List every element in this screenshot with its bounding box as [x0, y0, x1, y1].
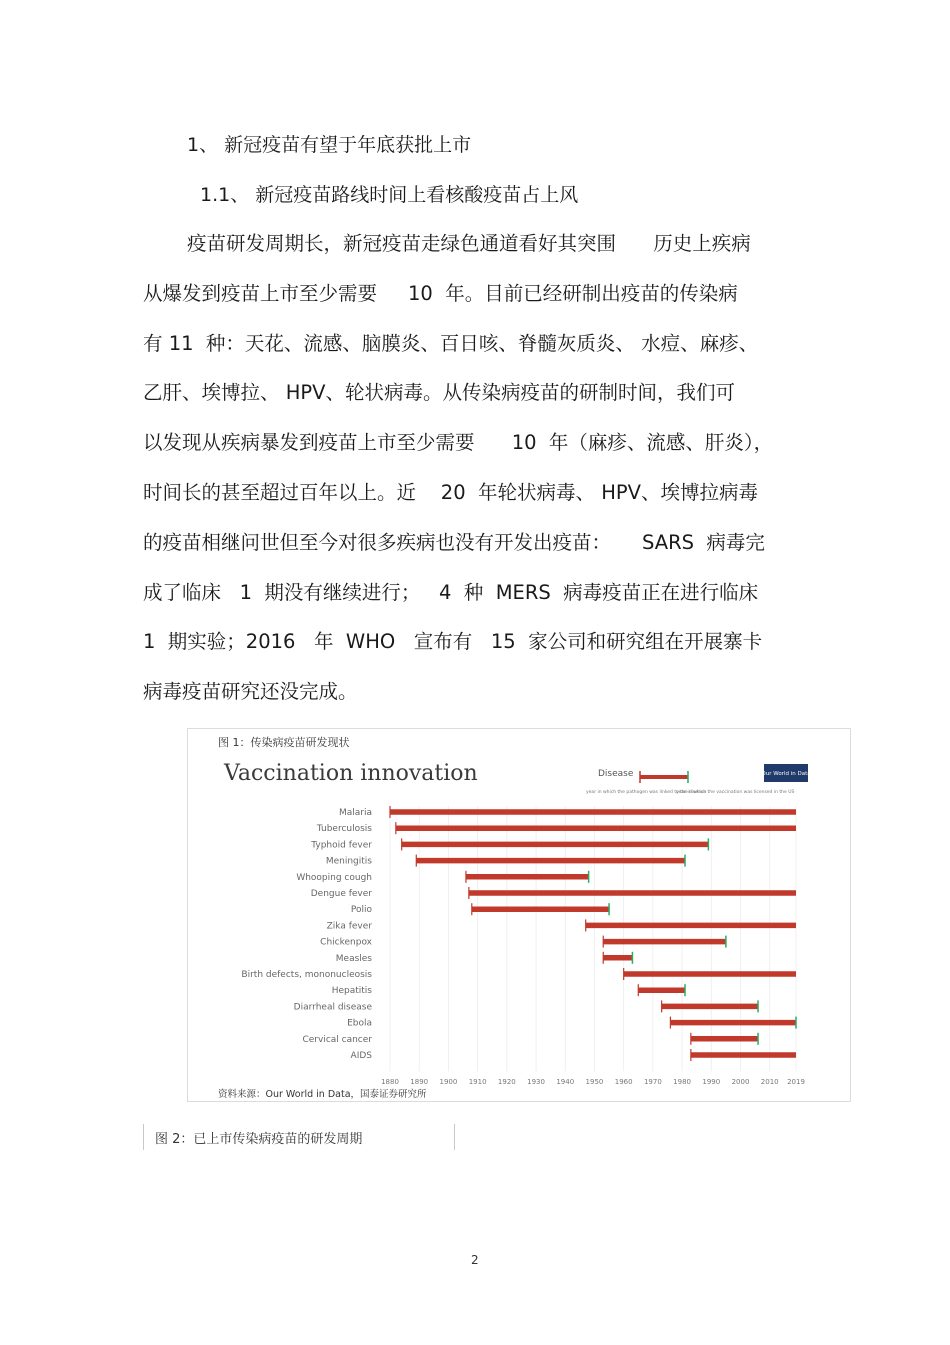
- figure-1-caption: 图 1：传染病疫苗研发现状: [218, 736, 350, 749]
- figure-1-source: 资料来源：Our World in Data，国泰证券研究所: [218, 1089, 427, 1100]
- disease-label: Cervical cancer: [302, 1034, 372, 1045]
- x-tick-label: 1980: [673, 1078, 692, 1087]
- disease-label: Birth defects, mononucleosis: [241, 970, 372, 980]
- disease-label: Dengue fever: [310, 889, 372, 899]
- legend-label: Disease: [598, 769, 634, 779]
- x-tick-label: 1990: [702, 1078, 721, 1087]
- disease-label: Meningitis: [325, 856, 372, 867]
- paragraph-line: 乙肝、埃博拉、 HPV、轮状病毒。从传染病疫苗的研制时间，我们可: [143, 381, 735, 405]
- paragraph-line: 病毒疫苗研究还没完成。: [143, 680, 358, 704]
- x-tick-label: 1880: [381, 1078, 399, 1087]
- disease-label: Whooping cough: [296, 872, 372, 883]
- x-tick-label: 2010: [760, 1078, 779, 1087]
- paragraph-line: 以发现从疾病暴发到疫苗上市至少需要 10 年（麻疹、流感、肝炎），: [143, 431, 774, 455]
- disease-label: Hepatitis: [331, 986, 372, 997]
- page-number: 2: [471, 1253, 479, 1267]
- disease-label: Diarrheal disease: [293, 1002, 372, 1013]
- paragraph-line: 从爆发到疫苗上市至少需要 10 年。目前已经研制出疫苗的传染病: [143, 281, 738, 305]
- x-tick-label: 1970: [643, 1078, 662, 1087]
- x-tick-label: 2019: [787, 1078, 805, 1087]
- x-tick-label: 1910: [468, 1078, 487, 1087]
- paragraph-line: 时间长的甚至超过百年以上。近 20 年轮状病毒、 HPV、埃博拉病毒: [143, 480, 758, 504]
- legend-start-note: year in which the pathogen was linked to the disease: [586, 790, 707, 795]
- disease-label: AIDS: [350, 1051, 372, 1061]
- x-tick-label: 1920: [497, 1078, 516, 1087]
- paragraph-line: 有 11 种：天花、流感、脑膜炎、百日咳、脊髓灰质炎、 水痘、麻疹、: [143, 331, 759, 355]
- x-tick-label: 1950: [585, 1078, 604, 1087]
- chart-bars: [241, 806, 796, 1061]
- disease-label: Measles: [335, 953, 372, 964]
- body-paragraph: [143, 226, 813, 724]
- paragraph-line: 1 期实验；2016 年 WHO 宣布有 15 家公司和研究组在开展寨卡: [143, 630, 763, 654]
- chart-x-axis: [381, 1078, 805, 1086]
- x-tick-label: 1900: [439, 1078, 458, 1087]
- disease-label: Ebola: [347, 1018, 372, 1029]
- subsection-heading: 1.1、 新冠疫苗路线时间上看核酸疫苗占上风: [200, 184, 579, 206]
- legend-end-note: year in which the vaccination was licensed in the US: [676, 790, 795, 795]
- section-heading: 1、 新冠疫苗有望于年底获批上市: [187, 134, 472, 156]
- x-tick-label: 1960: [614, 1078, 633, 1087]
- disease-label: Zika fever: [326, 921, 372, 932]
- paragraph-line: 的疫苗相继问世但至今对很多疾病也没有开发出疫苗： SARS 病毒完: [143, 530, 765, 554]
- x-tick-label: 1940: [556, 1078, 575, 1087]
- disease-label: Polio: [350, 905, 372, 916]
- x-tick-label: 1930: [527, 1078, 545, 1087]
- paragraph-line: 疫苗研发周期长，新冠疫苗走绿色通道看好其突围 历史上疾病: [187, 232, 751, 255]
- paragraph-line: 成了临床 1 期没有继续进行； 4 种 MERS 病毒疫苗正在进行临床: [143, 580, 759, 604]
- chart-title: Vaccination innovation: [224, 761, 478, 786]
- disease-label: Tuberculosis: [316, 824, 372, 835]
- owid-logo: [761, 764, 810, 782]
- disease-label: Typhoid fever: [311, 840, 372, 851]
- vaccination-innovation-chart: [188, 748, 848, 1087]
- owid-logo-text: Our World in Data: [761, 771, 811, 777]
- disease-label: Chickenpox: [320, 937, 372, 948]
- x-tick-label: 1890: [410, 1078, 429, 1087]
- figure-2-caption: 图 2：已上市传染病疫苗的研发周期: [155, 1132, 363, 1147]
- disease-label: Malaria: [338, 808, 372, 818]
- x-tick-label: 2000: [731, 1078, 750, 1087]
